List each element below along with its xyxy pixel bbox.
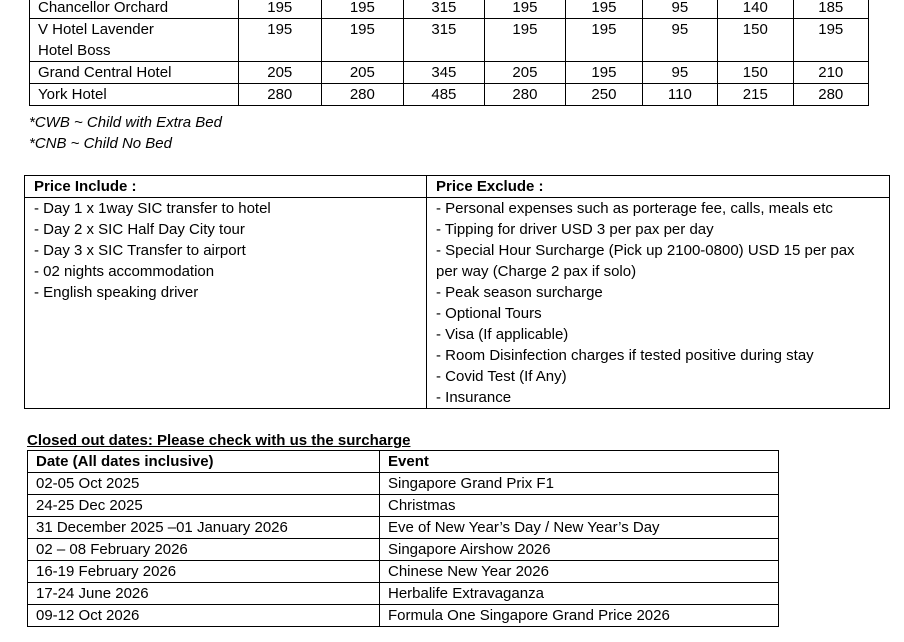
rate-value-cell: 150 <box>718 19 793 62</box>
rate-row <box>30 62 869 84</box>
hotel-name-line2: Hotel Boss <box>38 42 111 59</box>
rate-value-cell: 280 <box>793 84 868 106</box>
note-cwb: *CWB ~ Child with Extra Bed <box>29 114 222 131</box>
closed-out-row <box>28 583 779 605</box>
rate-value-cell: 140 <box>718 0 793 19</box>
closed-out-body <box>28 451 779 627</box>
price-exclude-item: - Optional Tours <box>436 305 542 322</box>
hotel-name-cell <box>30 19 239 62</box>
price-exclude-item: - Visa (If applicable) <box>436 326 569 343</box>
rate-value-cell: 95 <box>642 62 717 84</box>
rate-value-cell: 215 <box>718 84 793 106</box>
price-exclude-list <box>427 198 890 409</box>
hotel-name: Chancellor Orchard <box>38 0 169 16</box>
price-include-item: - Day 2 x SIC Half Day City tour <box>34 221 245 238</box>
rate-value-cell: 150 <box>718 62 793 84</box>
closed-out-event: Chinese New Year 2026 <box>380 561 779 583</box>
price-exclude-item: - Peak season surcharge <box>436 284 603 301</box>
rate-value-cell: 315 <box>404 0 485 19</box>
price-include-list <box>25 198 427 409</box>
rate-value-cell: 205 <box>321 62 404 84</box>
rate-value-cell: 195 <box>238 19 321 62</box>
note-cnb: *CNB ~ Child No Bed <box>29 135 172 152</box>
rate-value-cell: 280 <box>484 84 566 106</box>
price-exclude-item: - Special Hour Surcharge (Pick up 2100-0800) USD 15 per pax <box>436 242 855 259</box>
closed-out-event: Herbalife Extravaganza <box>380 583 779 605</box>
rate-value-cell: 280 <box>321 84 404 106</box>
price-include-exclude-table <box>24 175 890 409</box>
closed-out-date: 02 – 08 February 2026 <box>28 539 380 561</box>
rate-value-cell: 485 <box>404 84 485 106</box>
rate-value-cell: 315 <box>404 19 485 62</box>
closed-out-date: 17-24 June 2026 <box>28 583 380 605</box>
rate-value-cell: 205 <box>484 62 566 84</box>
closed-out-row <box>28 495 779 517</box>
hotel-name: V Hotel Lavender <box>38 21 154 38</box>
hotel-name: York Hotel <box>38 86 107 103</box>
rate-value-cell: 195 <box>793 19 868 62</box>
hotel-rates-table <box>29 0 869 106</box>
rate-row <box>30 19 869 62</box>
rate-value-cell: 195 <box>566 62 642 84</box>
price-header-row <box>25 176 890 198</box>
closed-out-row <box>28 539 779 561</box>
price-exclude-item: - Tipping for driver USD 3 per pax per day <box>436 221 714 238</box>
closed-out-event: Eve of New Year’s Day / New Year’s Day <box>380 517 779 539</box>
closed-out-row <box>28 561 779 583</box>
closed-out-header-event: Event <box>380 451 779 473</box>
price-body-row <box>25 198 890 409</box>
closed-out-event: Formula One Singapore Grand Price 2026 <box>380 605 779 627</box>
hotel-name: Grand Central Hotel <box>38 64 172 81</box>
rate-value-cell: 195 <box>566 19 642 62</box>
rate-row <box>30 0 869 19</box>
price-include-item: - 02 nights accommodation <box>34 263 215 280</box>
rate-value-cell: 195 <box>484 19 566 62</box>
price-include-item: - Day 1 x 1way SIC transfer to hotel <box>34 200 271 217</box>
rate-value-cell: 95 <box>642 0 717 19</box>
price-exclude-item: - Covid Test (If Any) <box>436 368 567 385</box>
closed-out-row <box>28 473 779 495</box>
closed-out-date: 31 December 2025 –01 January 2026 <box>28 517 380 539</box>
hotel-name-cell <box>30 0 239 19</box>
rate-value-cell: 195 <box>566 0 642 19</box>
hotel-name-cell <box>30 62 239 84</box>
rate-value-cell: 345 <box>404 62 485 84</box>
rate-row <box>30 84 869 106</box>
closed-out-date: 09-12 Oct 2026 <box>28 605 380 627</box>
hotel-name-cell <box>30 84 239 106</box>
rate-value-cell: 195 <box>321 0 404 19</box>
rate-value-cell: 250 <box>566 84 642 106</box>
closed-out-header-row <box>28 451 779 473</box>
price-include-heading: Price Include : <box>25 176 427 198</box>
rate-value-cell: 195 <box>484 0 566 19</box>
closed-out-date: 16-19 February 2026 <box>28 561 380 583</box>
rate-value-cell: 195 <box>321 19 404 62</box>
rate-value-cell: 110 <box>642 84 717 106</box>
rate-value-cell: 280 <box>238 84 321 106</box>
rate-value-cell: 195 <box>238 0 321 19</box>
closed-out-date: 24-25 Dec 2025 <box>28 495 380 517</box>
rate-value-cell: 95 <box>642 19 717 62</box>
hotel-rates-body <box>30 0 869 106</box>
closed-out-dates-table <box>27 450 779 627</box>
closed-out-row <box>28 605 779 627</box>
closed-out-row <box>28 517 779 539</box>
closed-out-event: Singapore Grand Prix F1 <box>380 473 779 495</box>
rate-value-cell: 210 <box>793 62 868 84</box>
price-include-item: - Day 3 x SIC Transfer to airport <box>34 242 246 259</box>
closed-out-date: 02-05 Oct 2025 <box>28 473 380 495</box>
price-include-item: - English speaking driver <box>34 284 199 301</box>
price-exclude-heading: Price Exclude : <box>427 176 890 198</box>
price-exclude-item: - Personal expenses such as porterage fee, calls, meals etc <box>436 200 833 217</box>
price-exclude-item: per way (Charge 2 pax if solo) <box>436 263 637 280</box>
closed-out-event: Singapore Airshow 2026 <box>380 539 779 561</box>
closed-out-title: Closed out dates: Please check with us the surcharge <box>27 432 411 449</box>
rate-value-cell: 185 <box>793 0 868 19</box>
price-exclude-item: - Room Disinfection charges if tested positive during stay <box>436 347 814 364</box>
price-exclude-item: - Insurance <box>436 389 512 406</box>
rate-value-cell: 205 <box>238 62 321 84</box>
closed-out-header-date: Date (All dates inclusive) <box>28 451 380 473</box>
closed-out-event: Christmas <box>380 495 779 517</box>
